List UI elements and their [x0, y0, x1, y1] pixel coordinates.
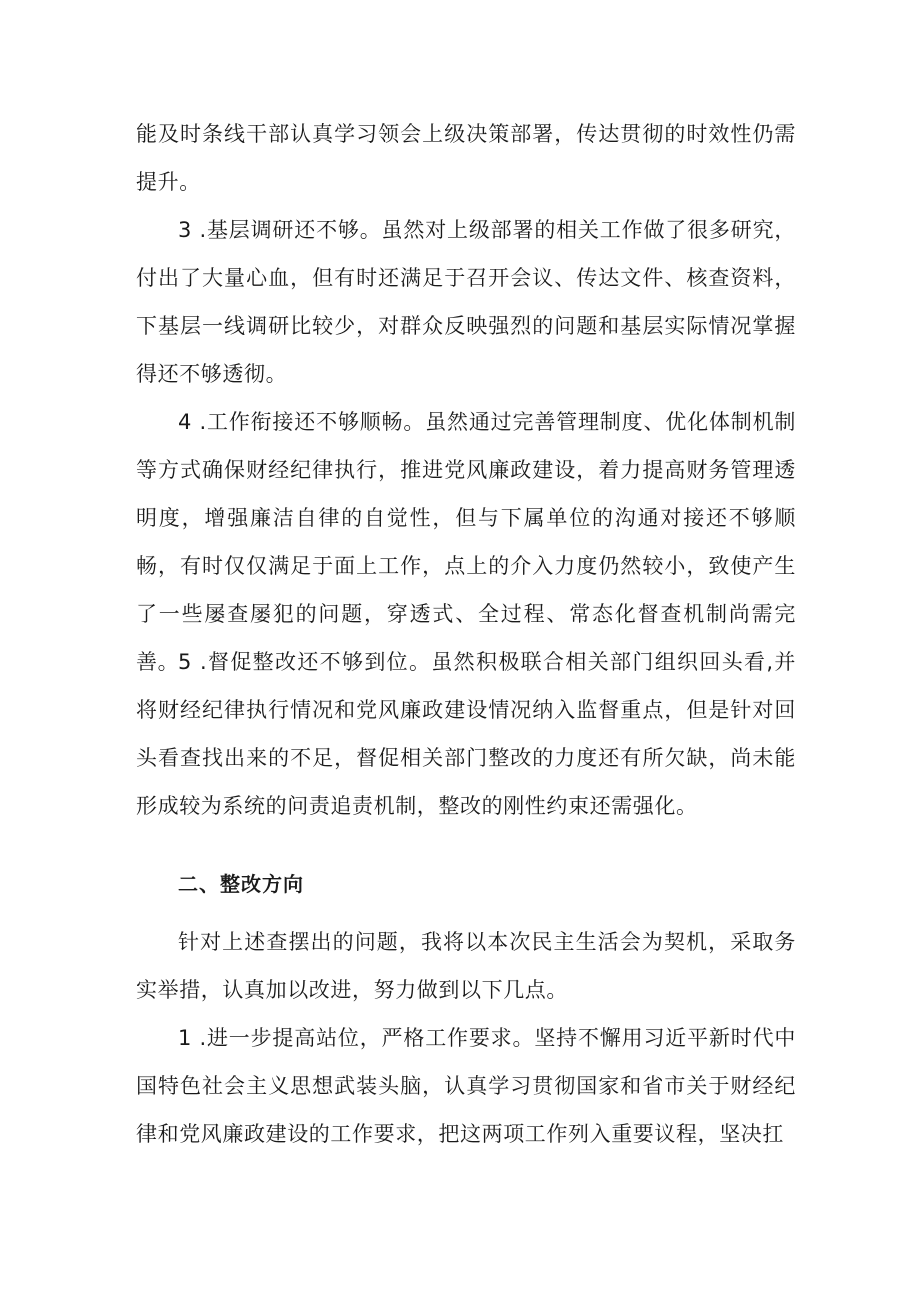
paragraph-continuation: 能及时条线干部认真学习领会上级决策部署，传达贯彻的时效性仍需提升。 — [136, 122, 796, 194]
section-heading: 二、整改方向 — [178, 872, 304, 896]
paragraph-intro: 针对上述查摆出的问题，我将以本次民主生活会为契机，采取务实举措，认真加以改进，努力做到以下几点。 — [136, 930, 796, 1002]
paragraph-item-5: 5 .督促整改还不够到位。虽然积极联合相关部门组织回头看,并将财经纪律执行情况和党风廉政建设情况纳入监督重点，但是针对回头看查找出来的不足，督促相关部门整改的力度还有所欠缺，尚未能形成较为系统的问责追责机制，整改的刚性约束还需强化。 — [136, 650, 796, 818]
paragraph-item-1: 1 .进一步提高站位，严格工作要求。坚持不懈用习近平新时代中国特色社会主义思想武装头脑，认真学习贯彻国家和省市关于财经纪律和党风廉政建设的工作要求，把这两项工作列入重要议程，坚决扛 — [136, 1026, 796, 1146]
paragraph-item-4: 4 .工作衔接还不够顺畅。虽然通过完善管理制度、优化体制机制等方式确保财经纪律执行，推进党风廉政建设，着力提高财务管理透明度，增强廉洁自律的自觉性，但与下属单位的沟通对接还不够顺畅，有时仅仅满足于面上工作，点上的介入力度仍然较小，致使产生了一些屡查屡犯的问题，穿透式、全过程、常态化督查机制尚需完善。 — [136, 410, 796, 674]
paragraph-item-3: 3 .基层调研还不够。虽然对上级部署的相关工作做了很多研究，付出了大量心血，但有时还满足于召开会议、传达文件、核查资料，下基层一线调研比较少，对群众反映强烈的问题和基层实际情况掌握得还不够透彻。 — [136, 218, 796, 386]
